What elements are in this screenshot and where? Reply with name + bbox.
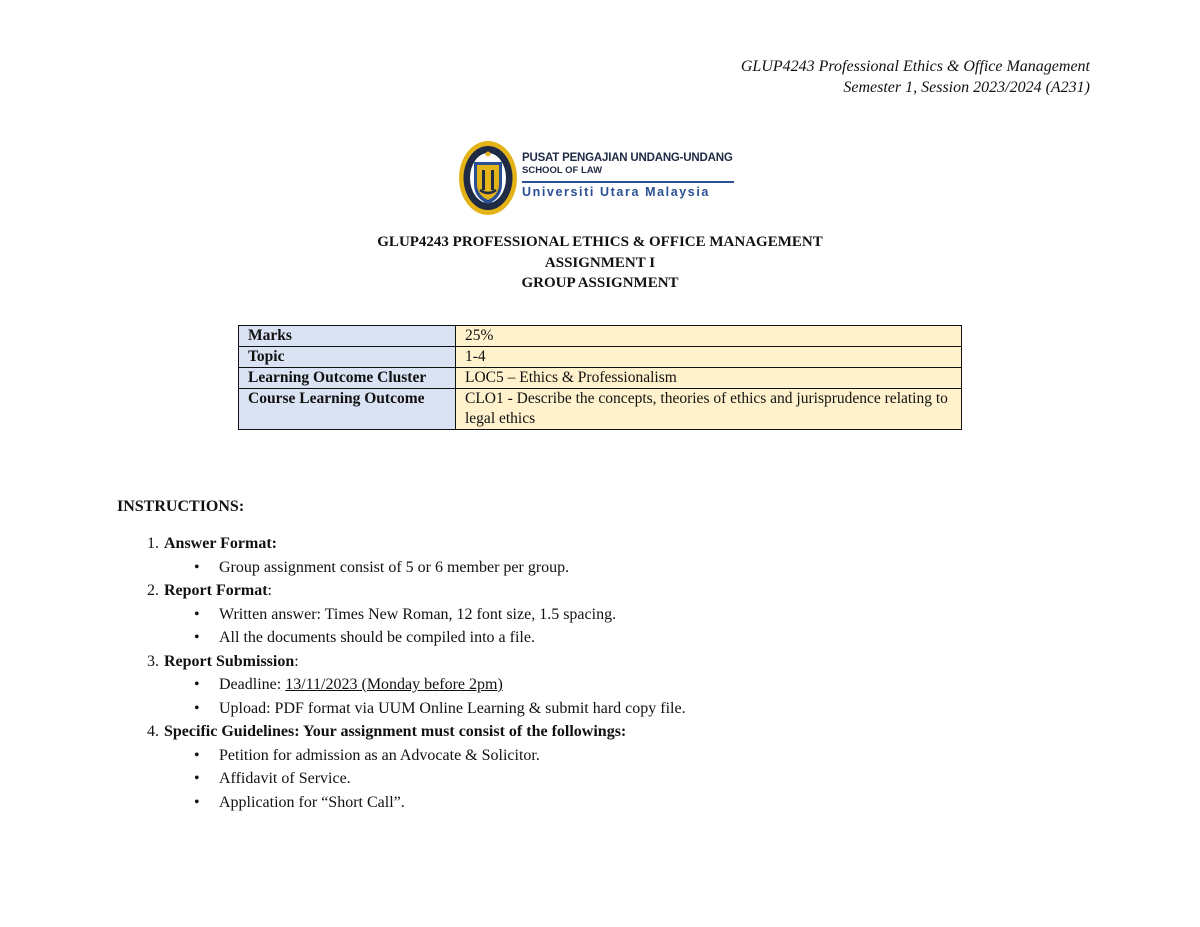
instruction-answer-format (163, 532, 686, 579)
deadline-date: 13/11/2023 (Monday before 2pm) (285, 676, 503, 693)
loc-label: Learning Outcome Cluster (239, 368, 456, 389)
header-course-line: GLUP4243 Professional Ethics & Office Management (740, 58, 1090, 75)
topic-value: 1-4 (456, 347, 962, 368)
list-item: • Affidavit of Service. (219, 767, 686, 791)
topic-label: Topic (239, 347, 456, 368)
instruction-title: Report Format (164, 582, 268, 599)
instruction-bullets (164, 556, 686, 580)
instruction-specific-guidelines (163, 720, 686, 814)
course-title: GLUP4243 PROFESSIONAL ETHICS & OFFICE MANAGEMENT (377, 234, 823, 250)
list-item: • Petition for admission as an Advocate & Solicitor. (219, 744, 686, 768)
school-of-law-logo (458, 138, 748, 218)
instruction-report-format (163, 579, 686, 650)
instruction-title-suffix: : (294, 652, 299, 670)
instruction-title: Specific Guidelines: Your assignment must consist of the followings: (164, 723, 627, 740)
instruction-bullets (164, 603, 686, 650)
instruction-report-submission (163, 650, 686, 721)
instruction-title: Report Submission (164, 652, 295, 670)
logo-school-english-name: SCHOOL OF LAW (522, 165, 603, 176)
assignment-info-table (238, 325, 962, 430)
instruction-bullets (164, 673, 686, 720)
list-item: • Group assignment consist of 5 or 6 member per group. (219, 556, 686, 580)
assignment-type: GROUP ASSIGNMENT (521, 275, 679, 291)
marks-value: 25% (456, 326, 962, 347)
assignment-title-block (0, 232, 1200, 294)
clo-value: CLO1 - Describe the concepts, theories of ethics and jurisprudence relating to legal ethics (456, 389, 962, 430)
instruction-bullets (164, 744, 686, 815)
logo-school-malay-name: PUSAT PENGAJIAN UNDANG-UNDANG (522, 152, 733, 164)
table-row (239, 368, 962, 389)
table-row (239, 326, 962, 347)
list-item: • Application for “Short Call”. (219, 791, 686, 815)
instructions-list (117, 532, 686, 814)
list-item (219, 673, 686, 697)
uum-seal-icon (458, 140, 518, 216)
clo-label: Course Learning Outcome (239, 389, 456, 430)
table-row (239, 389, 962, 430)
marks-label: Marks (239, 326, 456, 347)
instructions-heading: INSTRUCTIONS: (117, 498, 245, 515)
instruction-title: Answer Format: (164, 535, 278, 552)
logo-divider (522, 181, 734, 183)
document-header (741, 56, 1090, 98)
list-item: • Upload: PDF format via UUM Online Learning & submit hard copy file. (219, 697, 686, 721)
table-row (239, 347, 962, 368)
list-item: • All the documents should be compiled into a file. (219, 626, 686, 650)
list-item: • Written answer: Times New Roman, 12 font size, 1.5 spacing. (219, 603, 686, 627)
loc-value: LOC5 – Ethics & Professionalism (456, 368, 962, 389)
assignment-number: ASSIGNMENT I (544, 254, 656, 271)
instruction-title-suffix: : (267, 582, 272, 599)
deadline-prefix: Deadline: (219, 676, 286, 693)
logo-university-name: Universiti Utara Malaysia (522, 185, 710, 199)
header-session-line: Semester 1, Session 2023/2024 (A231) (843, 79, 1090, 96)
